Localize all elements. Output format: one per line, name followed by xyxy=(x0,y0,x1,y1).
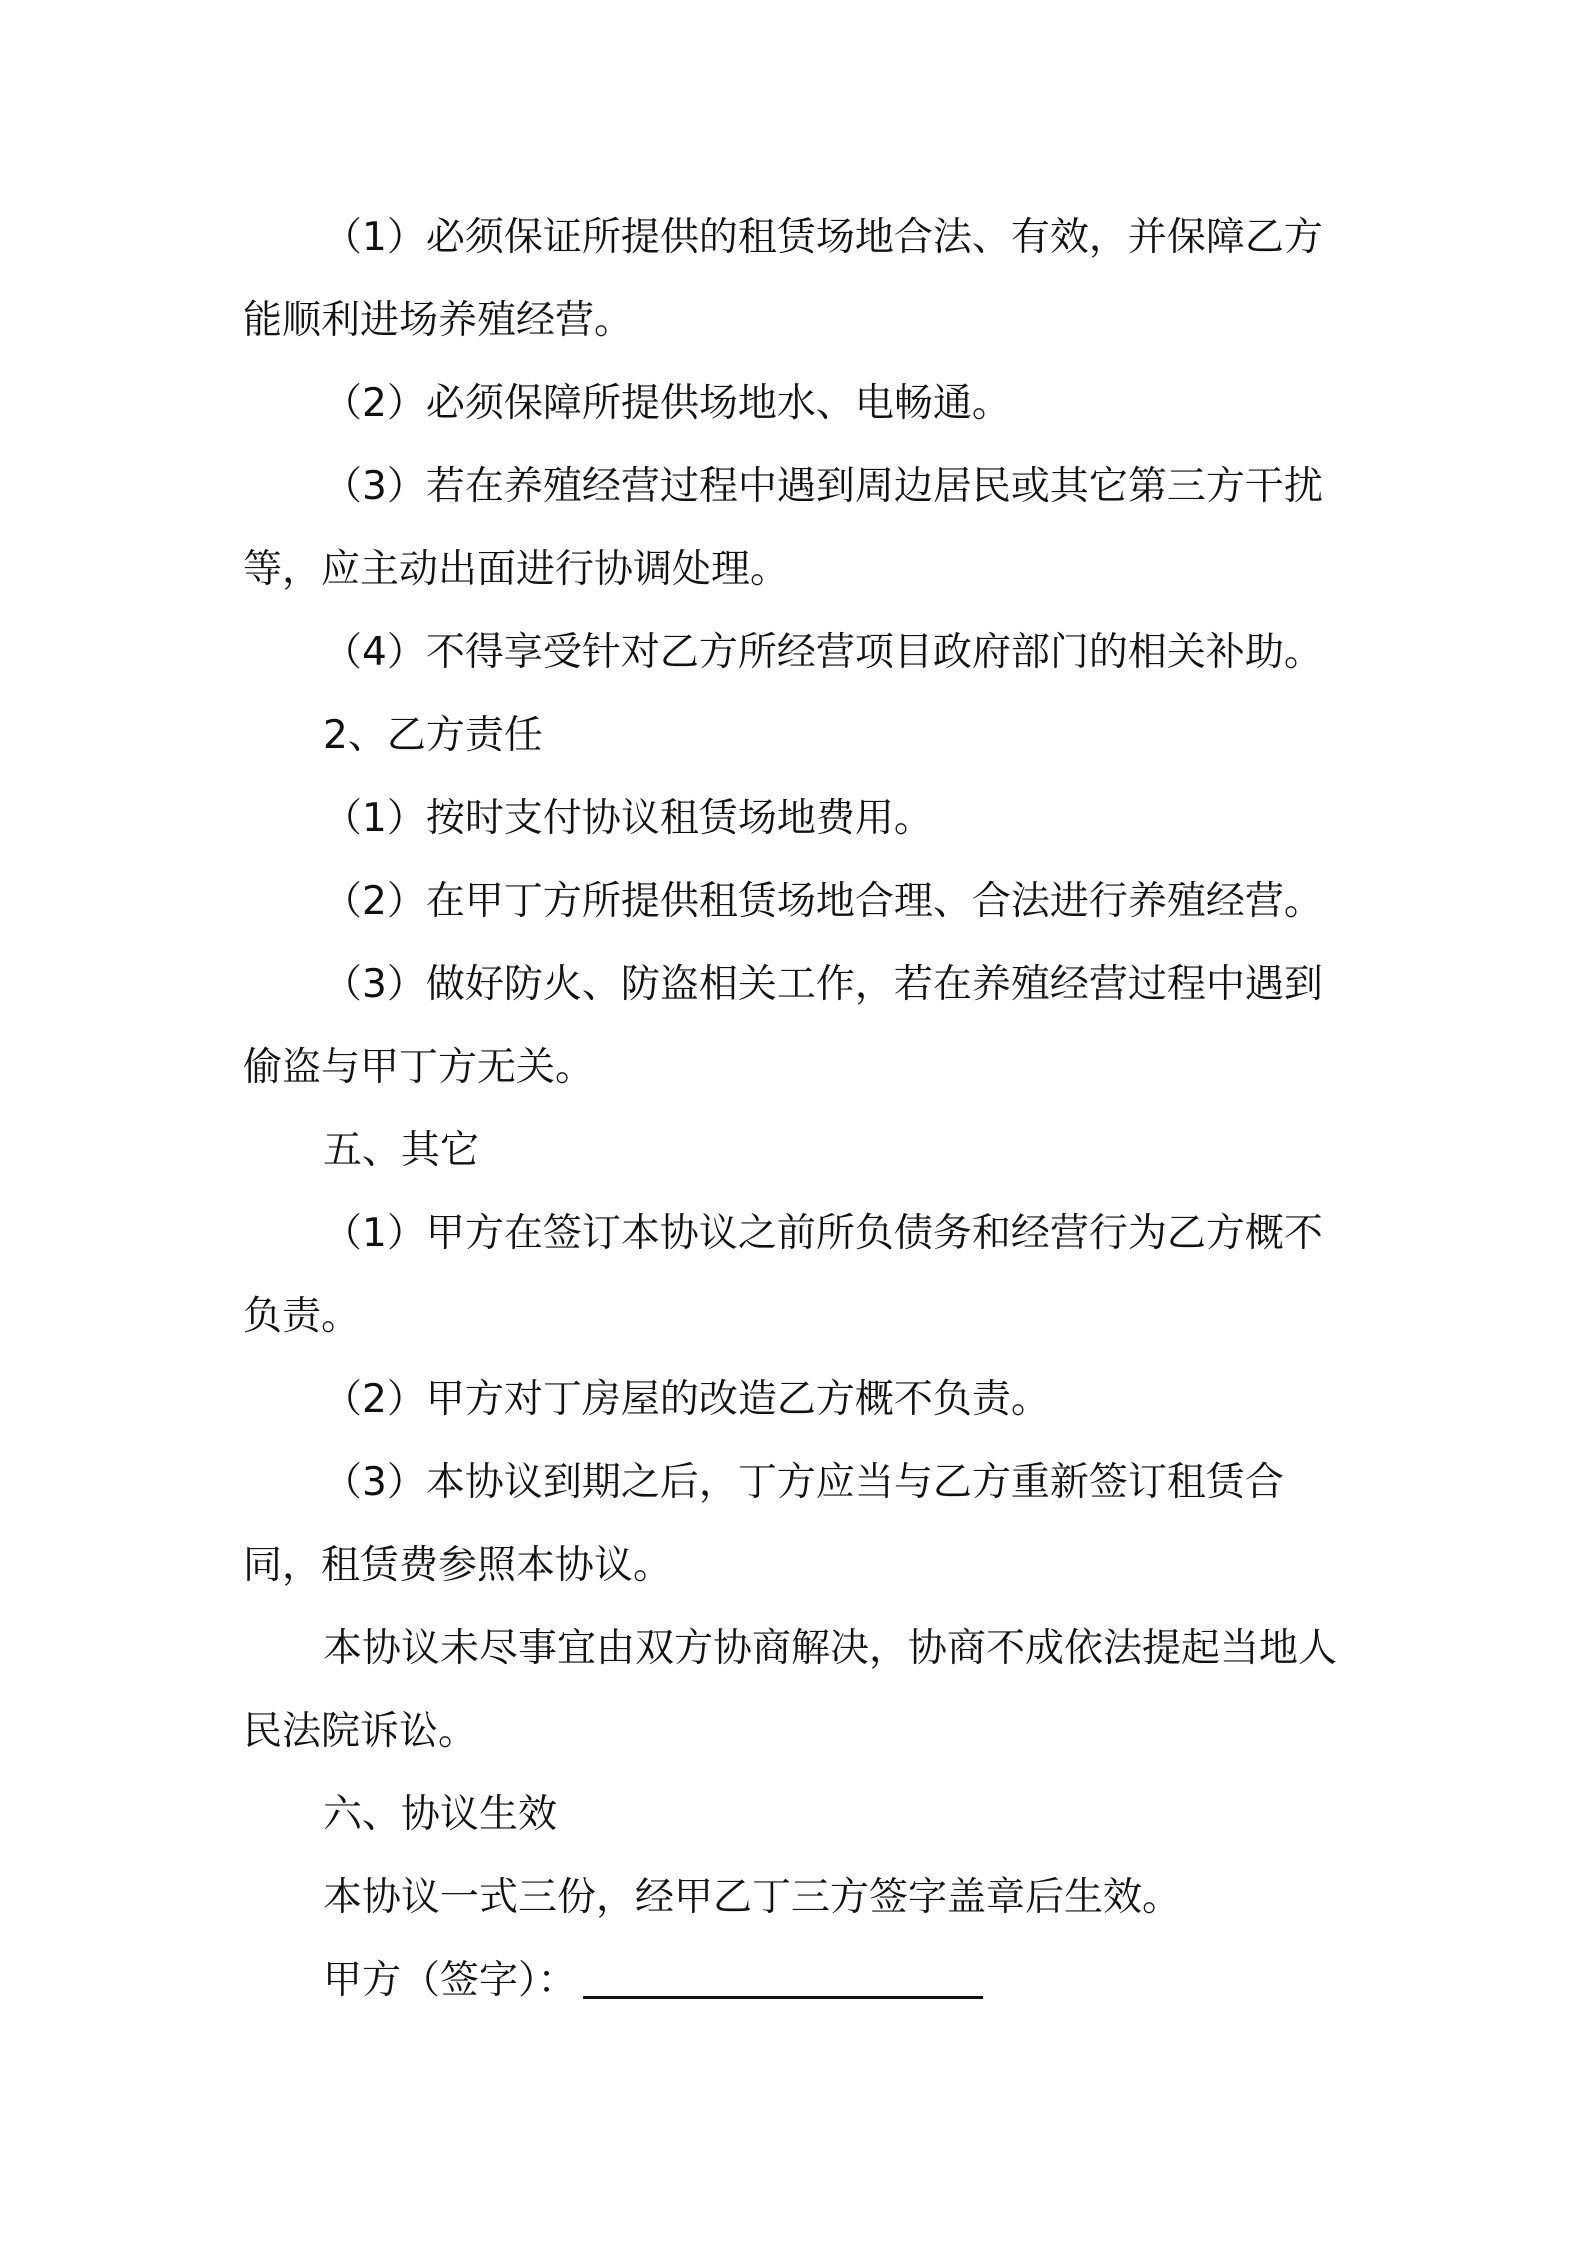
clause-1-2: （2）必须保障所提供场地水、电畅通。 xyxy=(323,381,1011,426)
signature-row xyxy=(243,1939,1353,2022)
clause-5-1: （1）甲方在签订本协议之前所负债务和经营行为乙方概不负责。 xyxy=(243,1211,1323,1339)
clause-1-3: （3）若在养殖经营过程中遇到周边居民或其它第三方干扰等，应主动出面进行协调处理。 xyxy=(243,464,1323,592)
effect-paragraph: 本协议一式三份，经甲乙丁三方签字盖章后生效。 xyxy=(323,1875,1182,1920)
document-body xyxy=(243,196,1353,2022)
section-heading-effect: 六、协议生效 xyxy=(323,1792,558,1837)
dispute-resolution-paragraph: 本协议未尽事宜由双方协商解决，协商不成依法提起当地人民法院诉讼。 xyxy=(243,1626,1338,1754)
clause-2-1: （1）按时支付协议租赁场地费用。 xyxy=(323,796,933,841)
clause-1-4: （4）不得享受针对乙方所经营项目政府部门的相关补助。 xyxy=(323,630,1323,675)
clause-5-3: （3）本协议到期之后，丁方应当与乙方重新签订租赁合同，租赁费参照本协议。 xyxy=(243,1460,1284,1588)
clause-2-2: （2）在甲丁方所提供租赁场地合理、合法进行养殖经营。 xyxy=(323,879,1323,924)
signature-label: 甲方（签字）： xyxy=(323,1958,577,2003)
signature-blank-line xyxy=(583,1956,983,1999)
section-heading-party-b: 2、乙方责任 xyxy=(323,713,543,758)
clause-2-3: （3）做好防火、防盗相关工作，若在养殖经营过程中遇到偷盗与甲丁方无关。 xyxy=(243,962,1323,1090)
section-heading-other: 五、其它 xyxy=(323,1128,480,1173)
clause-1-1: （1）必须保证所提供的租赁场地合法、有效，并保障乙方能顺利进场养殖经营。 xyxy=(243,215,1323,343)
clause-5-2: （2）甲方对丁房屋的改造乙方概不负责。 xyxy=(323,1377,1050,1422)
